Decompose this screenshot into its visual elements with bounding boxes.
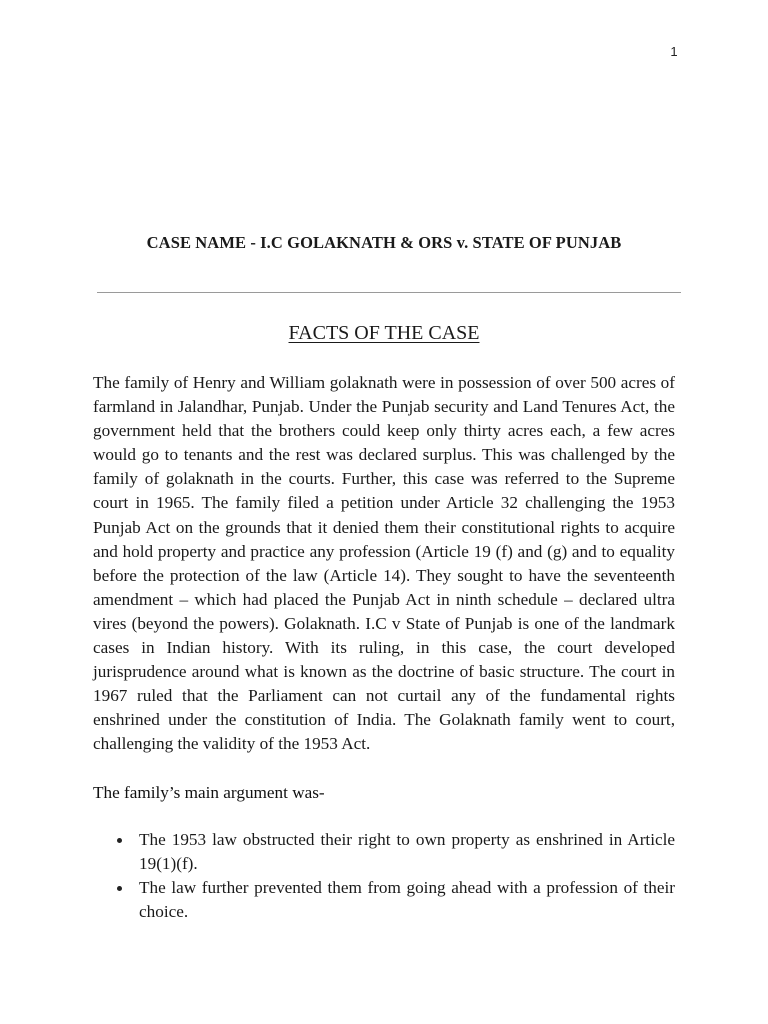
argument-text: The 1953 law obstructed their right to own property as enshrined in Article 19(1)(f).: [139, 830, 675, 874]
section-heading: FACTS OF THE CASE: [288, 322, 480, 344]
page-number: 1: [670, 44, 678, 59]
facts-paragraph: The family of Henry and William golaknath were in possession of over 500 acres of farmland in Jalandhar, Punjab. Under the Punjab security and Land Tenures Act, the government held that the brothers could keep only thirty acres each, a few acres would go to tenants and the rest was declared surplus. This was challenged by the family of golaknath in the courts. Further, this case was referred to the Supreme court in 1965. The family filed a petition under Article 32 challenging the 1953 Punjab Act on the grounds that it denied them their constitutional rights to acquire and hold property and practice any profession (Article 19 (f) and (g) and to equality before the protection of the law (Article 14). They sought to have the seventeenth amendment – which had placed the Punjab Act in ninth schedule – declared ultra vires (beyond the powers). Golaknath. I.C v State of Punjab is one of the landmark cases in Indian history. With its ruling, in this case, the court developed jurisprudence around what is known as the doctrine of basic structure. The court in 1967 ruled that the Parliament can not curtail any of the fundamental rights enshrined under the constitution of India. The Golaknath family went to court, challenging the validity of the 1953 Act.: [93, 373, 675, 754]
bullet-icon: [117, 886, 122, 891]
argument-item: [93, 876, 675, 924]
bullet-icon: [117, 838, 122, 843]
argument-list: [93, 828, 675, 924]
argument-lead-in: The family’s main argument was-: [93, 783, 325, 802]
case-title: CASE NAME - I.C GOLAKNATH & ORS v. STATE OF PUNJAB: [146, 233, 622, 252]
argument-text: The law further prevented them from going ahead with a profession of their choice.: [139, 878, 675, 922]
horizontal-rule: [97, 292, 681, 293]
argument-item: [93, 828, 675, 876]
